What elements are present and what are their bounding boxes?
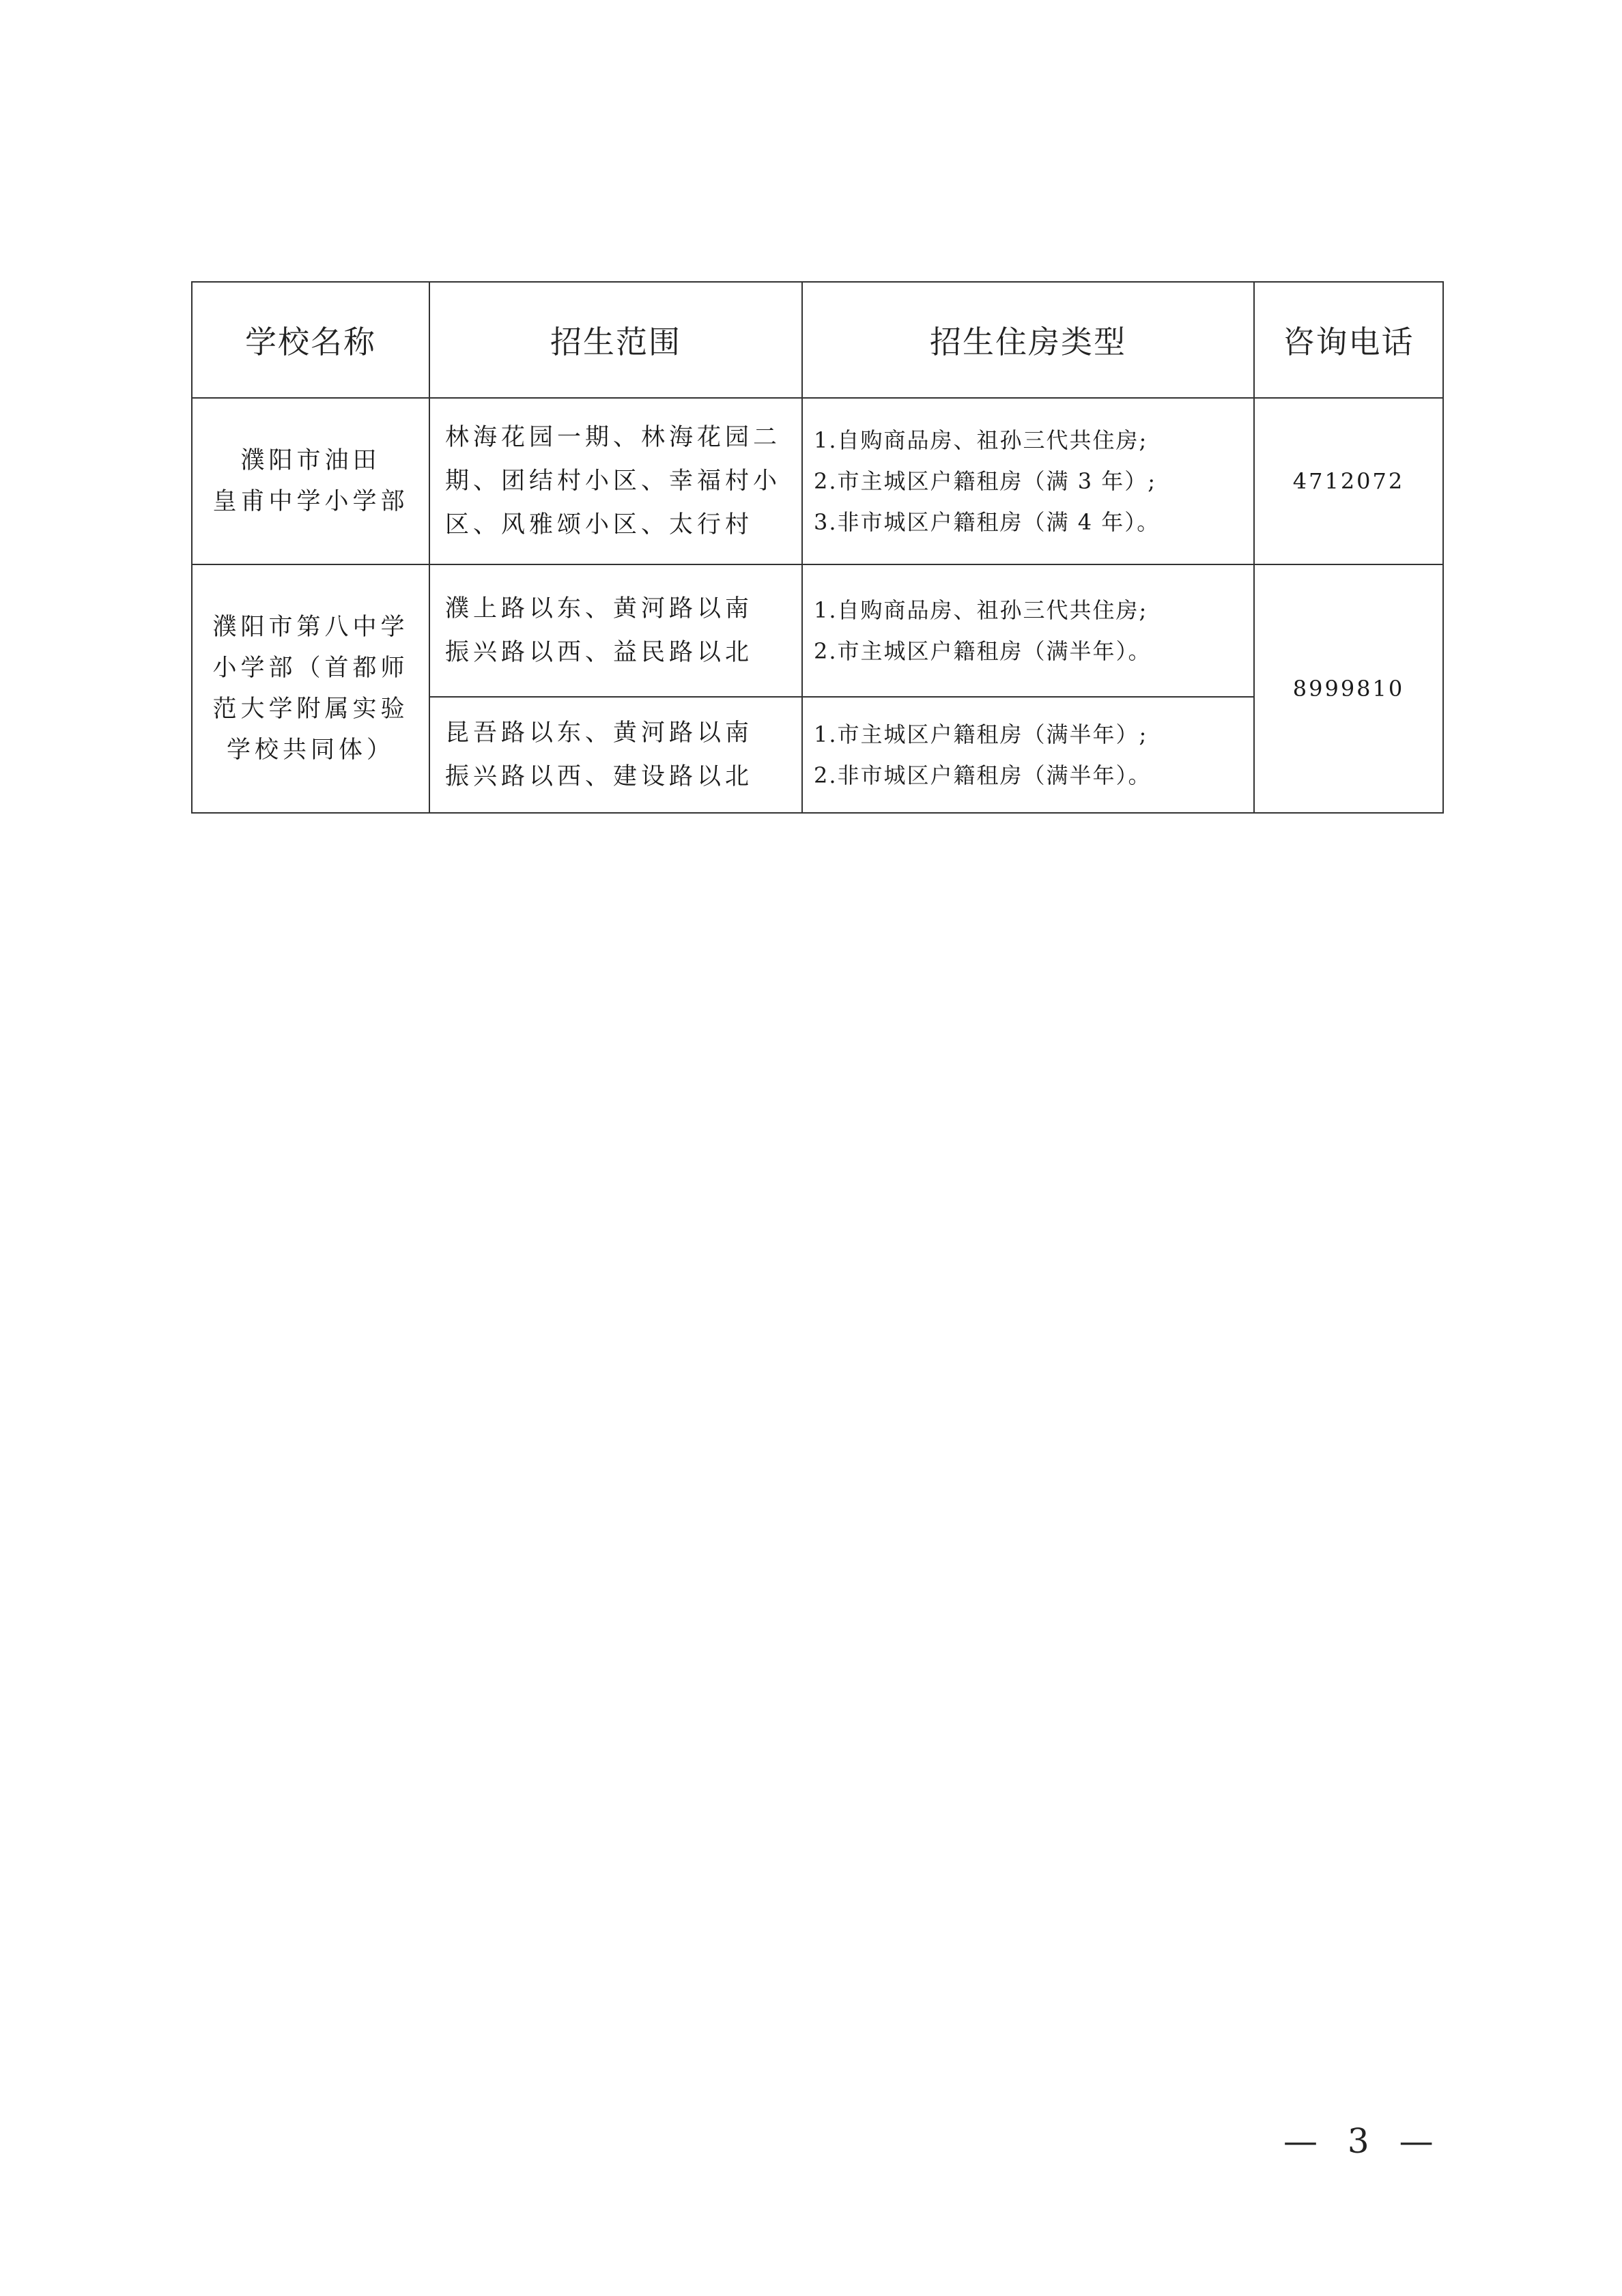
range-line: 濮上路以东、黄河路以南 (445, 595, 754, 622)
header-housing-type: 招生住房类型 (802, 282, 1254, 398)
school-name-line: 范大学附属实验 (212, 695, 409, 723)
range-line: 林海花园一期、林海花园二 (445, 424, 782, 451)
phone-cell: 4712072 (1254, 398, 1443, 564)
school-name-line: 皇甫中学小学部 (212, 488, 409, 515)
range-line: 昆吾路以东、黄河路以南 (445, 719, 754, 747)
range-cell (429, 564, 802, 697)
header-enrollment-range: 招生范围 (429, 282, 802, 398)
housing-cell (802, 564, 1254, 697)
housing-cell (802, 398, 1254, 564)
school-name-cell (192, 564, 429, 813)
housing-line: 1.自购商品房、祖孙三代共住房; (814, 597, 1148, 623)
school-name-cell (192, 398, 429, 564)
range-line: 振兴路以西、益民路以北 (445, 639, 754, 666)
school-name-line: 濮阳市第八中学 (212, 614, 409, 641)
header-phone: 咨询电话 (1254, 282, 1443, 398)
range-line: 区、风雅颂小区、太行村 (445, 511, 754, 539)
housing-line: 2.市主城区户籍租房（满 3 年）; (814, 468, 1157, 494)
table-row (192, 564, 1443, 697)
housing-cell (802, 697, 1254, 813)
enrollment-table (191, 281, 1444, 814)
range-line: 期、团结村小区、幸福村小 (445, 468, 782, 495)
header-school-name: 学校名称 (192, 282, 429, 398)
housing-line: 2.非市城区户籍租房（满半年）。 (814, 762, 1152, 788)
range-line: 振兴路以西、建设路以北 (445, 763, 754, 790)
table-header-row (192, 282, 1443, 398)
school-name-line: 濮阳市油田 (240, 447, 381, 474)
table-row (192, 398, 1443, 564)
school-name-line: 学校共同体） (226, 736, 395, 764)
range-cell (429, 398, 802, 564)
school-name-line: 小学部（首都师 (212, 655, 409, 682)
housing-line: 2.市主城区户籍租房（满半年）。 (814, 638, 1152, 664)
page-number: — 3 — (1283, 2121, 1443, 2161)
range-cell (429, 697, 802, 813)
housing-line: 1.自购商品房、祖孙三代共住房; (814, 427, 1148, 453)
housing-line: 3.非市城区户籍租房（满 4 年）。 (814, 509, 1161, 535)
phone-cell: 8999810 (1254, 564, 1443, 813)
housing-line: 1.市主城区户籍租房（满半年）; (814, 721, 1148, 747)
